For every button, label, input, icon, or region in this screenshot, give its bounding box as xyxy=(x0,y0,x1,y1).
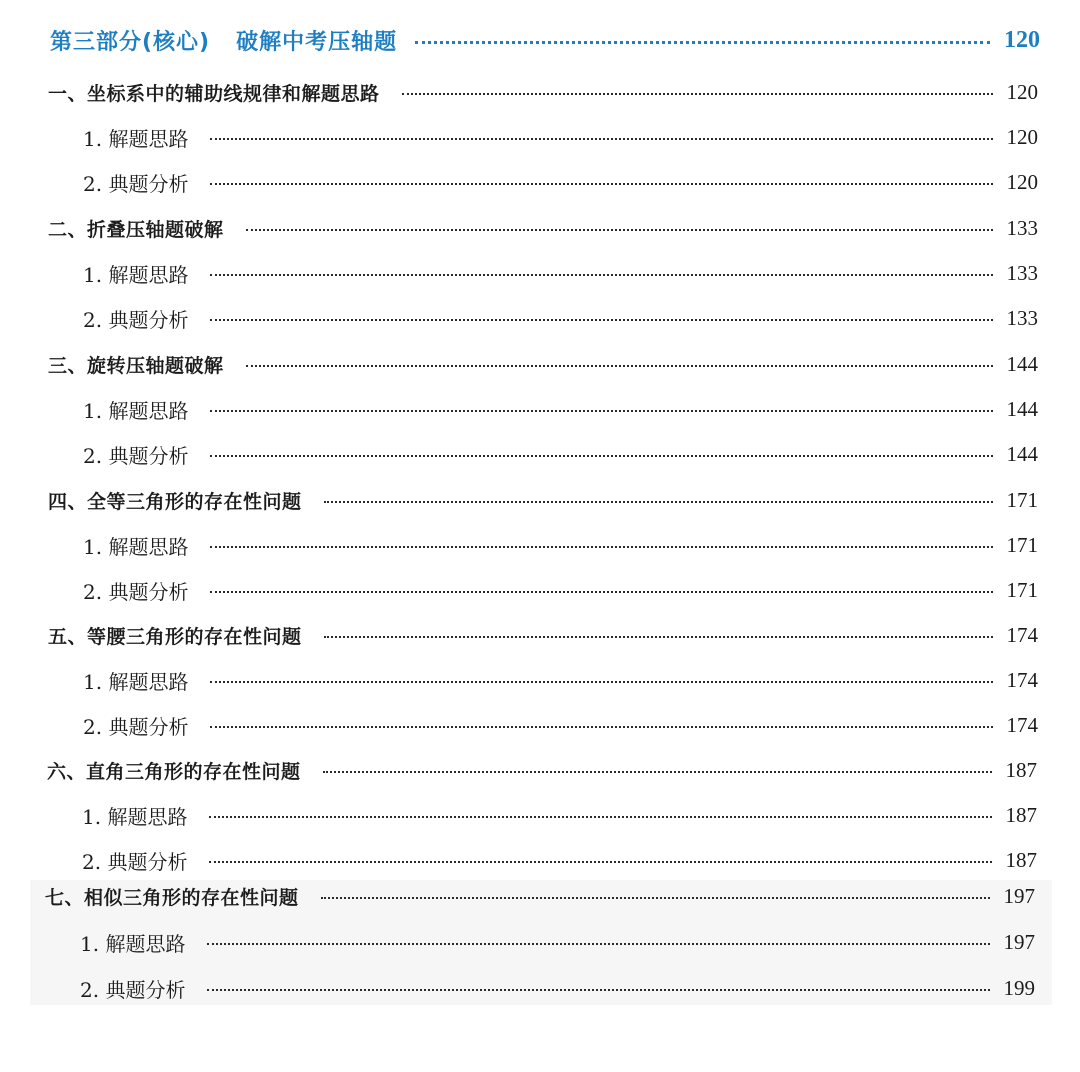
part-title xyxy=(50,25,397,56)
dot-leader xyxy=(210,681,992,683)
item-page-number: 187 xyxy=(1005,847,1037,872)
item-page-number: 174 xyxy=(1006,667,1038,692)
toc-item-row[interactable] xyxy=(50,705,1038,745)
section-title: 四、全等三角形的存在性问题 xyxy=(48,490,302,513)
item-title: 2. 典题分析 xyxy=(83,171,189,196)
section-page-number: 133 xyxy=(1006,215,1038,240)
dot-leader xyxy=(207,989,989,991)
dot-leader xyxy=(324,636,993,638)
toc-item-row[interactable] xyxy=(50,253,1038,293)
item-page-number: 133 xyxy=(1006,305,1038,330)
toc-section-row[interactable] xyxy=(47,750,1037,790)
dot-leader xyxy=(324,501,993,503)
item-title: 2. 典题分析 xyxy=(80,977,186,1002)
dot-leader xyxy=(210,410,992,412)
dot-leader xyxy=(321,897,990,899)
section-page-number: 174 xyxy=(1006,622,1038,647)
item-title: 2. 典题分析 xyxy=(83,579,189,604)
part-heading: 破解中考压轴题 xyxy=(236,29,398,55)
dot-leader xyxy=(210,455,992,457)
toc-item-row[interactable] xyxy=(50,525,1038,565)
section-page-number: 171 xyxy=(1006,487,1038,512)
item-title: 2. 典题分析 xyxy=(83,443,189,468)
item-title: 2. 典题分析 xyxy=(83,307,189,332)
section-title: 一、坐标系中的辅助线规律和解题思路 xyxy=(48,82,380,105)
dot-leader xyxy=(210,726,992,728)
item-title: 1. 解题思路 xyxy=(83,398,189,423)
dot-leader xyxy=(207,943,989,945)
item-page-number: 171 xyxy=(1006,532,1038,557)
item-title: 1. 解题思路 xyxy=(83,669,189,694)
toc-item-row[interactable] xyxy=(50,117,1038,157)
toc-item-row[interactable] xyxy=(49,795,1037,835)
item-page-number: 187 xyxy=(1005,802,1037,827)
item-title: 2. 典题分析 xyxy=(82,849,188,874)
toc-section-row[interactable] xyxy=(48,344,1038,384)
section-page-number: 120 xyxy=(1006,79,1038,104)
dot-leader xyxy=(246,365,993,367)
item-page-number: 120 xyxy=(1006,169,1038,194)
toc-section-row[interactable] xyxy=(48,615,1038,655)
section-page-number: 187 xyxy=(1005,757,1037,782)
item-page-number: 199 xyxy=(1003,975,1035,1000)
dot-leader xyxy=(210,138,992,140)
toc-item-row[interactable] xyxy=(47,968,1035,1008)
item-page-number: 197 xyxy=(1003,929,1035,954)
toc-part-row[interactable] xyxy=(50,20,1040,60)
item-page-number: 120 xyxy=(1006,124,1038,149)
toc-item-row[interactable] xyxy=(50,570,1038,610)
item-title: 1. 解题思路 xyxy=(83,126,189,151)
part-page-number: 120 xyxy=(1004,26,1040,53)
dot-leader xyxy=(246,229,993,231)
dot-leader xyxy=(210,546,992,548)
toc-item-row[interactable] xyxy=(50,389,1038,429)
section-title: 五、等腰三角形的存在性问题 xyxy=(48,625,302,648)
item-page-number: 144 xyxy=(1006,441,1038,466)
toc-section-row[interactable] xyxy=(48,72,1038,112)
toc-section-row[interactable] xyxy=(48,480,1038,520)
section-title: 六、直角三角形的存在性问题 xyxy=(47,760,301,783)
dot-leader xyxy=(209,861,991,863)
toc-item-row[interactable] xyxy=(50,298,1038,338)
toc-item-row[interactable] xyxy=(49,840,1037,880)
toc-item-row[interactable] xyxy=(50,162,1038,202)
item-page-number: 144 xyxy=(1006,396,1038,421)
dot-leader xyxy=(209,816,991,818)
toc-item-row[interactable] xyxy=(50,434,1038,474)
section-title: 七、相似三角形的存在性问题 xyxy=(45,886,299,909)
dot-leader xyxy=(210,274,992,276)
item-title: 2. 典题分析 xyxy=(83,714,189,739)
item-page-number: 133 xyxy=(1006,260,1038,285)
item-title: 1. 解题思路 xyxy=(82,804,188,829)
dot-leader xyxy=(210,183,992,185)
item-title: 1. 解题思路 xyxy=(83,534,189,559)
toc-section-row[interactable] xyxy=(45,876,1035,916)
toc-item-row[interactable] xyxy=(50,660,1038,700)
dot-leader xyxy=(402,93,993,95)
item-title: 1. 解题思路 xyxy=(83,262,189,287)
item-page-number: 171 xyxy=(1006,577,1038,602)
part-label: 第三部分(核心) xyxy=(50,29,211,55)
section-page-number: 144 xyxy=(1006,351,1038,376)
dot-leader xyxy=(210,319,992,321)
toc-section-row[interactable] xyxy=(48,208,1038,248)
item-title: 1. 解题思路 xyxy=(80,931,186,956)
dot-leader xyxy=(323,771,992,773)
dot-leader xyxy=(415,41,990,44)
toc-item-row[interactable] xyxy=(47,922,1035,962)
item-page-number: 174 xyxy=(1006,712,1038,737)
section-page-number: 197 xyxy=(1003,883,1035,908)
dot-leader xyxy=(210,591,992,593)
section-title: 三、旋转压轴题破解 xyxy=(48,354,224,377)
section-title: 二、折叠压轴题破解 xyxy=(48,218,224,241)
